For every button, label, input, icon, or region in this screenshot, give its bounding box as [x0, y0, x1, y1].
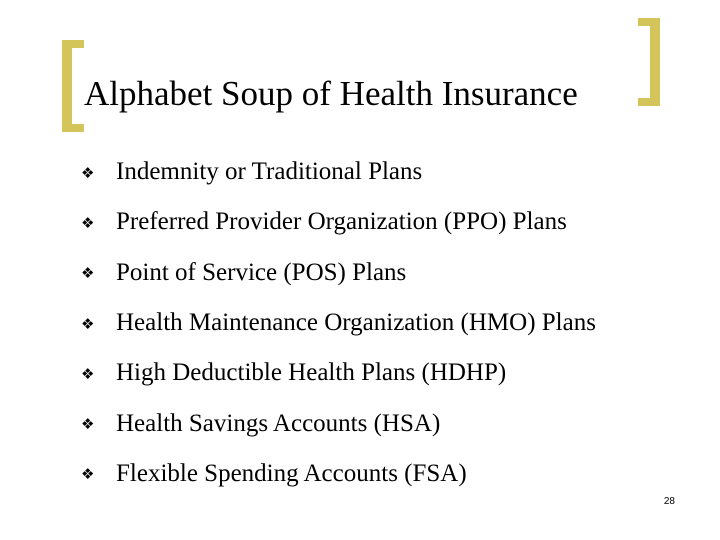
list-item: [80, 449, 596, 499]
page-number: 28: [663, 496, 675, 507]
title-bracket-left: [62, 40, 72, 132]
list-item: [80, 398, 596, 448]
list-item-label: Preferred Provider Organization (PPO) Plans: [116, 208, 567, 236]
diamond-bullet-icon: ❖: [81, 314, 95, 333]
diamond-bullet-icon: ❖: [81, 264, 95, 283]
diamond-bullet-icon: ❖: [81, 465, 95, 484]
list-item: [80, 197, 596, 247]
diamond-bullet-icon: ❖: [81, 213, 95, 232]
list-item: [80, 348, 596, 398]
title-bracket-left-top: [62, 40, 84, 48]
slide-title: Alphabet Soup of Health Insurance: [84, 74, 578, 113]
title-bracket-right-top: [638, 18, 660, 26]
list-item-label: Point of Service (POS) Plans: [116, 258, 407, 286]
list-item-label: Health Savings Accounts (HSA): [116, 409, 441, 437]
diamond-bullet-icon: ❖: [81, 163, 95, 182]
list-item-label: High Deductible Health Plans (HDHP): [116, 359, 507, 387]
list-item-label: Health Maintenance Organization (HMO) Plans: [116, 309, 596, 337]
diamond-bullet-icon: ❖: [81, 415, 95, 434]
list-item: [80, 298, 596, 348]
list-item-label: Indemnity or Traditional Plans: [116, 158, 423, 186]
title-bracket-right: [650, 18, 660, 106]
list-item: [80, 248, 596, 298]
list-item: [80, 147, 596, 197]
diamond-bullet-icon: ❖: [81, 364, 95, 383]
list-item-label: Flexible Spending Accounts (FSA): [116, 459, 467, 487]
bullet-list: [80, 147, 596, 499]
title-bracket-left-bottom: [62, 124, 84, 132]
title-bracket-right-bottom: [638, 98, 660, 106]
